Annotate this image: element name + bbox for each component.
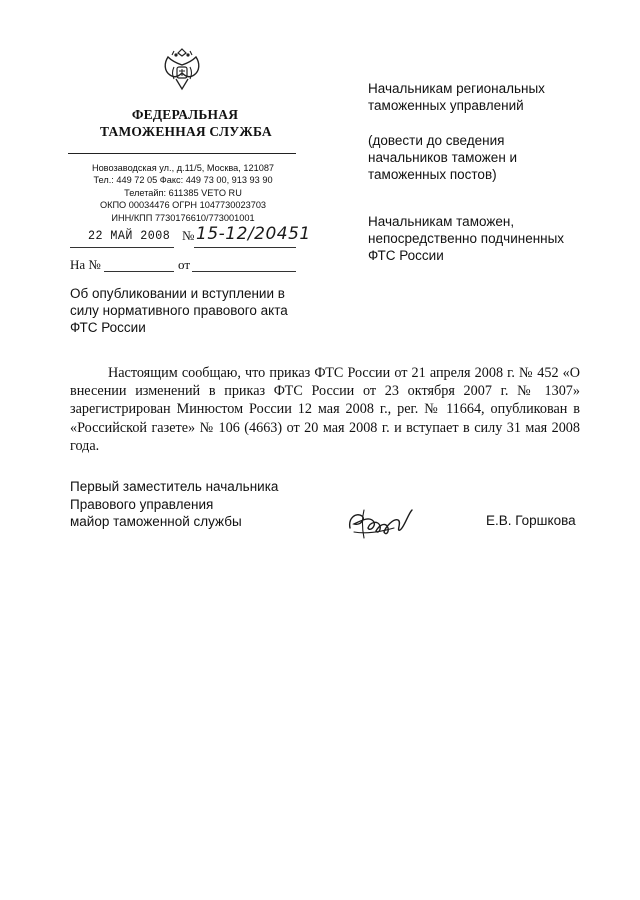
subject-line1: Об опубликовании и вступлении в	[70, 286, 285, 301]
addressee-customs-line2: непосредственно подчиненных	[368, 231, 565, 246]
reply-from-label: от	[178, 257, 191, 272]
address-line: Новозаводская ул., д.11/5, Москва, 121087	[91, 163, 275, 173]
reply-number-underline	[104, 271, 174, 272]
subject-line2: силу нормативного правового акта	[70, 303, 288, 318]
addressee-regional	[368, 80, 598, 114]
signatory-position	[70, 478, 330, 531]
signatory-name: Е.В. Горшкова	[486, 513, 576, 528]
reply-date-underline	[192, 271, 296, 272]
organization-name	[100, 106, 270, 140]
contact-details	[70, 162, 296, 224]
signatory-position-line3: майор таможенной службы	[70, 514, 242, 529]
addressee-note-line2: начальников таможен и	[368, 150, 518, 165]
subject-line3: ФТС России	[70, 320, 146, 335]
coat-of-arms-icon	[158, 45, 206, 93]
teletype-line: Телетайп: 611385 VETO RU	[124, 187, 242, 198]
letter-subject	[70, 285, 300, 336]
letterhead-divider	[68, 153, 296, 154]
number-underline	[194, 247, 296, 248]
signatory-position-line2: Правового управления	[70, 496, 214, 512]
phone-fax-line: Тел.: 449 72 05 Факс: 449 73 00, 913 93 90	[93, 175, 273, 186]
addressee-note	[368, 132, 598, 183]
registration-number: 15-12/20451	[196, 224, 311, 244]
addressee-customs-line3: ФТС России	[368, 248, 444, 263]
addressee-customs	[368, 213, 598, 264]
registration-date: 22 МАЙ 2008	[88, 228, 171, 243]
org-name-line2: ТАМОЖЕННАЯ СЛУЖБА	[100, 124, 272, 139]
handwritten-signature-icon	[340, 498, 420, 546]
body-paragraph: Настоящим сообщаю, что приказ ФТС России от 21 апреля 2008 г. № 452 «О внесении изменений в приказ ФТС России от 23 октября 2007 г. № 1307» зарегистрирован Минюстом России 12 мая 2008 г., рег. № 11664, опубликован в «Российской газете» № 106 (4663) от 20 мая 2008 г. и вступает в силу 31 мая 2008 года.	[70, 365, 580, 454]
addressee-regional-line1: Начальникам региональных	[368, 81, 545, 96]
addressee-regional-line2: таможенных управлений	[368, 98, 524, 113]
okpo-ogrn-line: ОКПО 00034476 ОГРН 1047730023703	[99, 200, 267, 211]
number-label: №	[182, 228, 195, 243]
signatory-position-line1: Первый заместитель начальника	[70, 479, 279, 494]
addressee-note-line1: (довести до сведения	[368, 133, 505, 148]
reply-to-label: На №	[70, 257, 101, 272]
addressee-customs-line1: Начальникам таможен,	[368, 214, 515, 229]
inn-kpp-line: ИНН/КПП 7730176610/773001001	[111, 212, 255, 223]
addressee-note-line3: таможенных постов)	[368, 167, 497, 182]
letter-body	[70, 364, 580, 455]
org-name-line1: ФЕДЕРАЛЬНАЯ	[131, 107, 239, 122]
date-underline	[70, 247, 174, 248]
